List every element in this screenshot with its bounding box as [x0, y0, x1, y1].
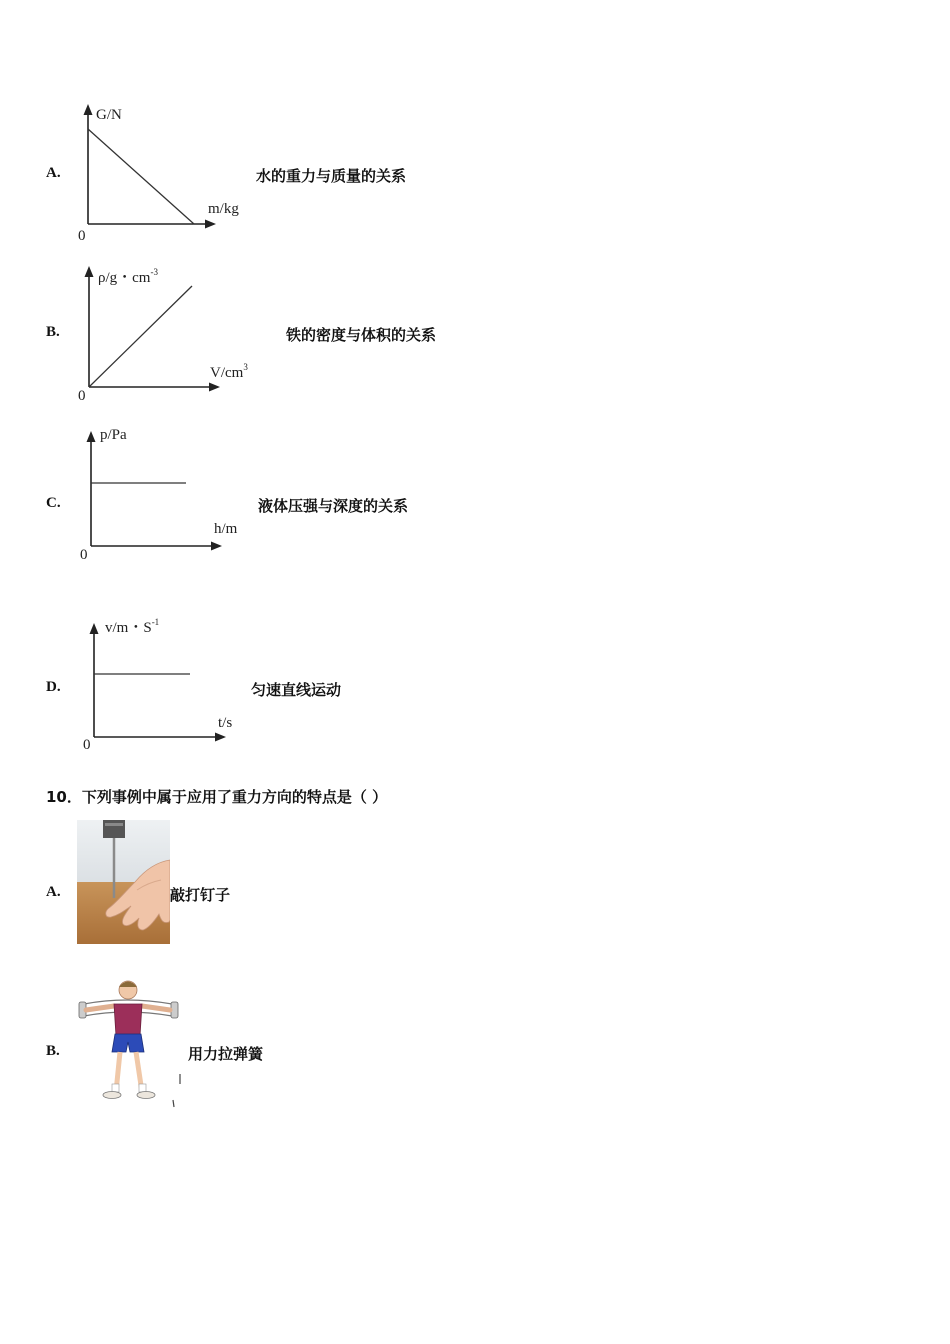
- origin-label: 0: [78, 388, 86, 404]
- x-axis-arrow: [205, 220, 216, 229]
- option-c-letter: C.: [46, 495, 61, 511]
- question-10-text: 10．下列事例中属于应用了重力方向的特点是（ ）: [46, 788, 388, 806]
- x-axis-label: h/m: [214, 521, 238, 537]
- x-axis-label: t/s: [218, 715, 233, 731]
- curve-a: [88, 129, 194, 224]
- graph-c: [70, 420, 260, 565]
- option-b-letter: B.: [46, 324, 60, 340]
- graph-d: [70, 610, 260, 755]
- y-axis-label: v/m・$S^{-1}$: [105, 617, 160, 636]
- origin-label: 0: [78, 228, 86, 244]
- q10-option-a-letter: A.: [46, 884, 61, 900]
- x-axis-arrow: [209, 383, 220, 392]
- graph-b: [70, 260, 270, 405]
- q10-option-b-caption: 用力拉弹簧: [188, 1045, 264, 1063]
- y-axis-label: G/N: [96, 107, 122, 123]
- y-axis-label: p/Pa: [100, 427, 127, 443]
- origin-label: 0: [83, 737, 91, 753]
- q10-option-b-letter: B.: [46, 1043, 60, 1059]
- y-axis-label: ρ/g・$cm^{-3}$: [98, 267, 158, 286]
- option-c-caption: 液体压强与深度的关系: [258, 497, 409, 515]
- option-b-caption: 铁的密度与体积的关系: [286, 326, 437, 344]
- x-axis-label: $V/cm^3$: [210, 362, 248, 381]
- y-axis-arrow: [84, 104, 93, 115]
- origin-label: 0: [80, 547, 88, 563]
- y-axis-arrow: [85, 266, 94, 277]
- man-stretching-spring-drawing: [76, 976, 186, 1111]
- option-a-letter: A.: [46, 165, 61, 181]
- option-a-caption: 水的重力与质量的关系: [256, 167, 407, 185]
- hammer-nail-photo: [77, 820, 170, 944]
- graph-a: [70, 100, 260, 245]
- x-axis-label: m/kg: [208, 201, 239, 217]
- y-axis-arrow: [87, 431, 96, 442]
- option-d-caption: 匀速直线运动: [251, 681, 342, 699]
- y-axis-arrow: [90, 623, 99, 634]
- option-d-letter: D.: [46, 679, 61, 695]
- x-axis-arrow: [211, 542, 222, 551]
- curve-b: [89, 286, 192, 387]
- q10-option-a-caption: 敲打钉子: [170, 886, 231, 904]
- x-axis-arrow: [215, 733, 226, 742]
